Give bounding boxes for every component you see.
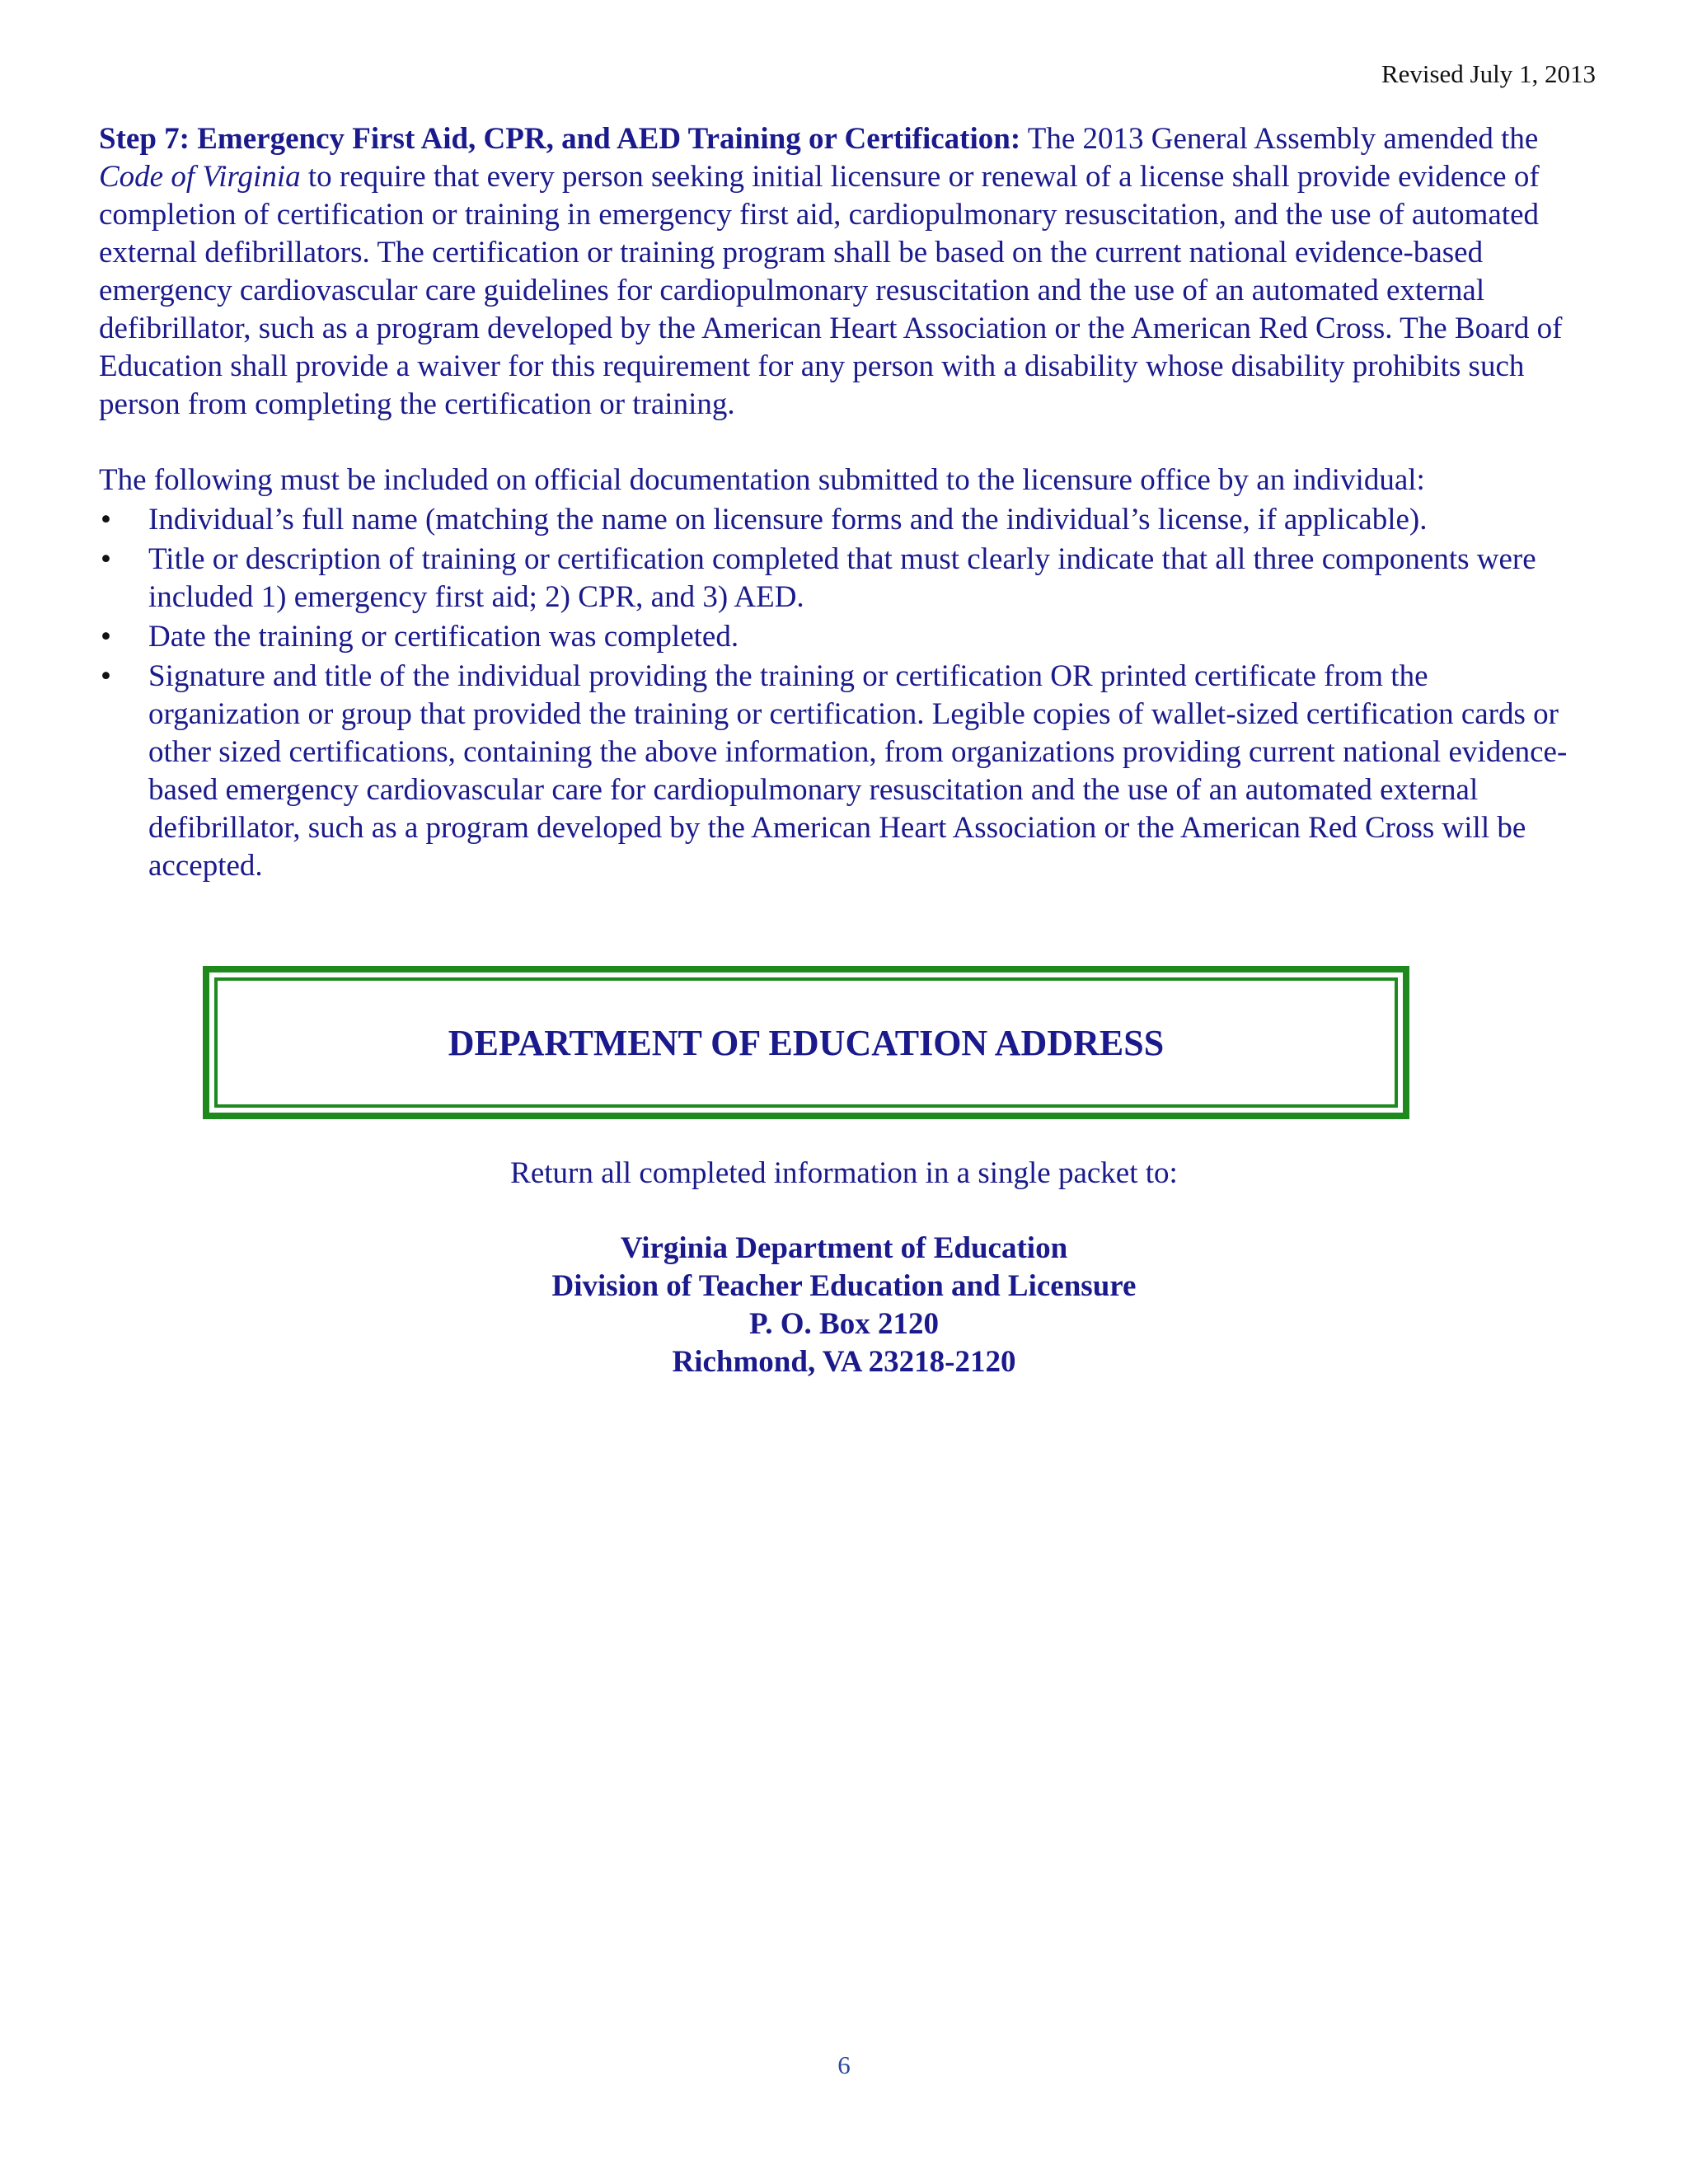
revised-date: Revised July 1, 2013: [1381, 59, 1596, 88]
address-line-po-box: P. O. Box 2120: [749, 1307, 939, 1341]
step7-heading: Step 7: Emergency First Aid, CPR, and AED Training or Certification:: [99, 122, 1021, 156]
address-line-city: Richmond, VA 23218-2120: [672, 1345, 1016, 1379]
list-item: [99, 501, 1582, 539]
requirements-intro: The following must be included on official documentation submitted to the licensure office by an individual:: [99, 463, 1425, 497]
bullet-icon: •: [101, 620, 111, 654]
bullet-icon: •: [101, 542, 111, 576]
mailing-address: [0, 1230, 1688, 1381]
list-item: [99, 658, 1582, 885]
address-line-division: Division of Teacher Education and Licensure: [551, 1269, 1137, 1303]
step7-paragraph: [99, 120, 1582, 424]
requirements-list: [99, 501, 1582, 885]
list-item-text: Individual’s full name (matching the name on licensure forms and the individual’s license, if applicable).: [148, 503, 1428, 537]
page-number: 6: [837, 2050, 851, 2079]
address-title-box: [203, 966, 1409, 1119]
step7-text-start: The 2013 General Assembly amended the: [1020, 122, 1539, 156]
list-item: [99, 618, 1582, 656]
return-instructions: Return all completed information in a single packet to:: [510, 1156, 1178, 1190]
list-item: [99, 541, 1582, 616]
list-item-text: Date the training or certification was completed.: [148, 620, 739, 654]
address-title-inner-border: [214, 977, 1398, 1108]
code-of-virginia-italic: Code of Virginia: [99, 160, 301, 194]
address-line-organization: Virginia Department of Education: [620, 1231, 1068, 1265]
step7-text-rest: to require that every person seeking initial licensure or renewal of a license shall provide evidence of completion of certification or training in emergency first aid, cardiopulmonary resuscitation, and the use of automated external defibrillators. The certification or training program shall be based on the current national evidence-based emergency cardiovascular care guidelines for cardiopulmonary resuscitation and the use of an automated external defibrillator, such as a program developed by the American Heart Association or the American Red Cross. The Board of Education shall provide a waiver for this requirement for any person with a disability whose disability prohibits such person from completing the certification or training.: [99, 160, 1563, 421]
list-item-text: Title or description of training or certification completed that must clearly indicate that all three components were included 1) emergency first aid; 2) CPR, and 3) AED.: [148, 542, 1536, 614]
address-section-title: DEPARTMENT OF EDUCATION ADDRESS: [448, 1022, 1165, 1063]
bullet-icon: •: [101, 503, 111, 537]
document-body: [99, 120, 1582, 885]
bullet-icon: •: [101, 659, 111, 693]
list-item-text: Signature and title of the individual providing the training or certification OR printed certificate from the organization or group that provided the training or certification. Legible copies of wallet-sized certification cards or other sized certifications, containing the above information, from organizations providing current national evidence-based emergency cardiovascular care for cardiopulmonary resuscitation and the use of an automated external defibrillator, such as a program developed by the American Heart Association or the American Red Cross will be accepted.: [148, 659, 1568, 883]
